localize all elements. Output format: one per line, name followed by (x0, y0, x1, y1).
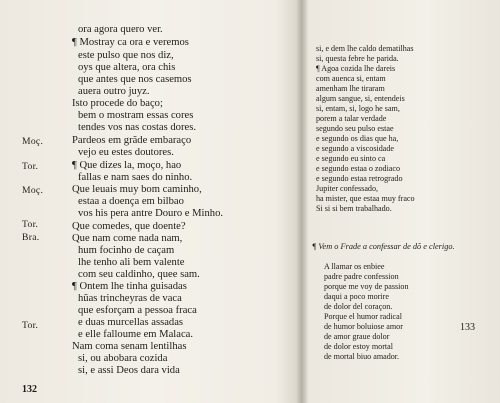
verse-line: tendes vos nas costas dores. (78, 122, 196, 133)
speaker-label: Moç. (22, 136, 44, 147)
verse-line: com auenca si, entam (316, 74, 386, 83)
verse-line: porem a talar verdade (316, 114, 387, 123)
verse-line: lhe tenho ali bem valente (78, 257, 185, 268)
verse-line: de amor graue dolor (324, 332, 390, 341)
verse-line: Que leuais muy bom caminho, (72, 184, 202, 195)
verse-line: este pulso que nos diz, (78, 50, 174, 61)
verse-line: A llamar os enbiee (324, 262, 385, 271)
verse-line: hũas trincheyras de vaca (78, 293, 182, 304)
verse-line: Nam coma senam lentilhas (72, 341, 187, 352)
verse-line: si, e dem lhe caldo dematilhas (316, 44, 414, 53)
verse-line: de humor boluiose amor (324, 322, 403, 331)
verse-line: oys que altera, ora chis (78, 62, 176, 73)
verse-line: com seu caldinho, quee sam. (78, 269, 200, 280)
verse-line: e segundo estaa retrogrado (316, 174, 403, 183)
verse-line: e segundo os dias que ha, (316, 134, 399, 143)
verse-line: ¶ Mostray ca ora e veremos (72, 37, 189, 48)
verse-line: estaa a doença em bilbao (78, 196, 184, 207)
verse-line: si, e assi Deos dara vida (78, 365, 180, 376)
page-number: 133 (460, 322, 475, 333)
speaker-label: Tor. (22, 161, 39, 172)
verse-line: vos his pera antre Douro e Minho. (78, 208, 224, 219)
verse-line: de mortal biuo amador. (324, 352, 400, 361)
verse-line: padre padre confession (324, 272, 399, 281)
verse-line: auera outro juyz. (78, 86, 150, 97)
verse-line: que esforçam a pessoa fraca (78, 305, 197, 316)
right-page (304, 0, 500, 403)
verse-line: vejo eu estes doutores. (78, 147, 174, 158)
verse-line: si, questa febre he parida. (316, 54, 399, 63)
stage-direction: ¶ Vem o Frade a confessar de dõ e clerigo. (312, 242, 455, 251)
verse-line: ¶ Que dizes la, moço, hao (72, 160, 182, 171)
verse-line: e elle falloume em Malaca. (78, 329, 194, 340)
speaker-label: Tor. (22, 320, 39, 331)
verse-line: Porque el humor radical (324, 312, 402, 321)
verse-line: Jupiter confessado, (316, 184, 379, 193)
verse-line: Que comedes, que doente? (72, 221, 186, 232)
verse-line: ¶ Agoa cozida lhe dareis (316, 64, 396, 73)
verse-line: Que nam come nada nam, (72, 233, 183, 244)
page-number: 132 (22, 384, 37, 395)
verse-line: de dolor del coraçon. (324, 302, 393, 311)
verse-line: ha mister, que estaa muy fraco (316, 194, 415, 203)
verse-line: e duas murcellas assadas (78, 317, 184, 328)
verse-line: e segundo estaa o zodiaco (316, 164, 401, 173)
verse-line: fallas e nam saes do ninho. (78, 172, 193, 183)
verse-line: que antes que nos casemos (78, 74, 192, 85)
verse-line: Pardeos em grãde embaraço (72, 135, 192, 146)
verse-line: ¶ Ontem lhe tinha guisadas (72, 281, 187, 292)
verse-line: si, ou abobara cozida (78, 353, 168, 364)
verse-line: Si si si bem trabalhado. (316, 204, 392, 213)
speaker-label: Moç. (22, 185, 44, 196)
verse-line: hum focinho de caçam (78, 245, 175, 256)
verse-line: de dolor estoy mortal (324, 342, 394, 351)
speaker-label: Tor. (22, 219, 39, 230)
verse-line: e segundo eu sinto ca (316, 154, 386, 163)
speaker-label: Bra. (22, 232, 40, 243)
verse-line: e segundo a viscosidade (316, 144, 394, 153)
verse-line: ora agora quero ver. (78, 24, 163, 35)
verse-line: porque me voy de passion (324, 282, 409, 291)
verse-line: segundo seu pulso estae (316, 124, 394, 133)
verse-line: amenham lhe tiraram (316, 84, 385, 93)
verse-line: daqui a poco morire (324, 292, 389, 301)
verse-line: algum sangue, si, entendeis (316, 94, 405, 103)
verse-line: bem o mostram essas cores (78, 110, 194, 121)
verse-line: si, entam, si, logo he sam, (316, 104, 400, 113)
verse-line: Isto procede do baço; (72, 98, 163, 109)
